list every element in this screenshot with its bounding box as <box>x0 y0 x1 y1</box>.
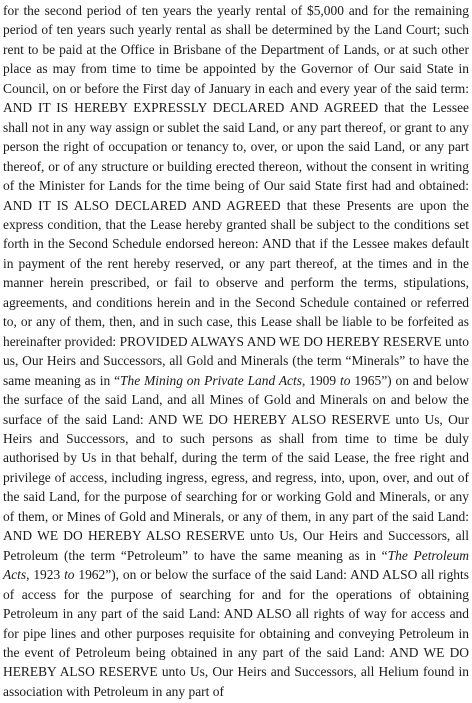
lease-body-paragraph <box>3 1 469 701</box>
text-run: , 1923 <box>26 567 65 583</box>
text-run: 1965”) on and below the surface of the said Land, and all Mines of Gold and Minerals on and below the surface of the said Land: AND WE DO HEREBY ALSO RESERVE unto Us, Our Heirs and Successors, and to such persons as shall from time to time be duly authorised by Us in that behalf, during the term of the said Lease, the free right and privilege of access, including ingress, egress, and regress, into, upon, over, and out of the said Land, for the purpose of searching for or working Gold and Minerals, or any of them, or Mines of Gold and Minerals, or any of them, in any part of the said Land: AND WE DO HEREBY ALSO RESERVE unto Us, Our Heirs and Successors, all Petroleum (the term “Petroleum” to have the same meaning as in “ <box>3 372 469 563</box>
text-run: , 1909 <box>301 372 340 388</box>
act-title-italic: The Mining on Private Land Acts <box>120 372 302 388</box>
text-run: for the second period of ten years the yearly rental of $5,000 and for the remaining period of ten years such yearly rental as shall be determined by the Land Court; such rent to be paid at the Office in Brisbane of the Department of Lands, or at such other place as may from time to time be appointed by the Governor of Our said State in Council, on or before the First day of January in each and every year of the said term: AND IT IS HEREBY EXPRESSLY DECLARED AND AGREED that the Lessee shall not in any way assign or sublet the said Land, or any part thereof, or grant to any person the right of occupation or tenancy to, over, or upon the said Land, or any part thereof, or of any structure or building erected thereon, without the consent in writing of the Minister for Lands for the time being of Our said State first had and obtained: AND IT IS ALSO DECLARED AND AGREED that these Presents are upon the express condition, that the Lease hereby granted shall be subject to the conditions set forth in the Second Schedule endorsed hereon: AND that if the Lessee makes default in payment of the rent hereby reserved, or any part thereof, at the times and in the manner herein prescribed, or fail to observe and perform the terms, stipulations, agreements, and conditions herein and in the Second Schedule contained or referred to, or any of them, then, and in such case, this Lease shall be liable to be forfeited as hereinafter provided: PROVIDED ALWAYS AND WE DO HEREBY RESERVE unto us, Our Heirs and Successors, all Gold and Minerals (the term “Minerals” to have the same meaning as in “ <box>3 3 469 388</box>
text-run: 1962”), on or below the surface of the said Land: AND ALSO all rights of access for the purpose of searching for and for the operations of obtaining Petroleum in any part of the said Land: AND ALSO all rights of way for access and for pipe lines and other purposes requisite for obtaining and conveying Petroleum in the event of Petroleum being obtained in any part of the said Land: AND WE DO HEREBY ALSO RESERVE unto Us, Our Heirs and Successors, all Helium found in association with Petroleum in any part of <box>3 567 469 699</box>
italic-connector: to <box>64 567 75 583</box>
italic-connector: to <box>340 372 351 388</box>
act-title-italic: The Petroleum Acts <box>3 547 469 583</box>
